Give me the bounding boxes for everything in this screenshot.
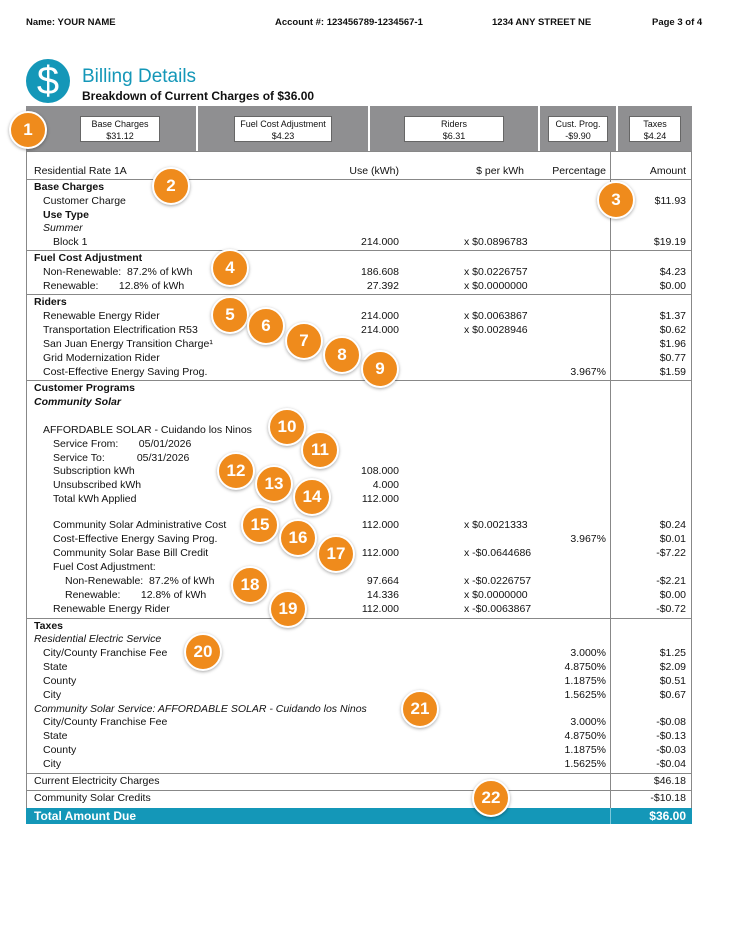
column-header-amount: Amount xyxy=(649,165,686,177)
row-percentage: 4.8750% xyxy=(564,661,606,673)
row-label: Total kWh Applied xyxy=(53,493,137,505)
row-amount: $0.77 xyxy=(659,352,686,364)
row-label: Use Type xyxy=(43,209,89,221)
callout-badge-5: 5 xyxy=(211,296,249,334)
row-amount: $0.00 xyxy=(659,589,686,601)
row-label: Grid Modernization Rider xyxy=(43,352,160,364)
row-percentage: 3.000% xyxy=(570,647,606,659)
row-amount: $0.51 xyxy=(659,675,686,687)
row-amount: $0.67 xyxy=(659,689,686,701)
row-label: Community Solar Administrative Cost xyxy=(53,519,227,531)
total-amount-due-row xyxy=(26,808,692,824)
row-percentage: 3.967% xyxy=(570,533,606,545)
row-percentage: 4.8750% xyxy=(564,730,606,742)
row-use-kwh: 214.000 xyxy=(361,310,399,322)
row-amount: $4.23 xyxy=(659,266,686,278)
row-use-kwh: 27.392 xyxy=(366,280,399,292)
row-label: Block 1 xyxy=(53,236,88,248)
row-label: Service To: 05/31/2026 xyxy=(53,452,190,464)
row-label: AFFORDABLE SOLAR - Cuidando los Ninos xyxy=(43,424,252,436)
row-amount: -$2.21 xyxy=(656,575,686,587)
header-separator xyxy=(26,179,692,180)
row-label: Cost-Effective Energy Saving Prog. xyxy=(43,366,208,378)
row-label: Service From: 05/01/2026 xyxy=(53,438,192,450)
callout-badge-9: 9 xyxy=(361,350,399,388)
account-number: Account #: 123456789-1234567-1 xyxy=(275,17,423,28)
callout-badge-3: 3 xyxy=(597,181,635,219)
page-subtitle: Breakdown of Current Charges of $36.00 xyxy=(82,89,315,103)
row-label: Residential Electric Service xyxy=(34,633,162,645)
total-label: Total Amount Due xyxy=(34,809,136,823)
row-percentage: 1.5625% xyxy=(564,689,606,701)
callout-badge-10: 10 xyxy=(268,408,306,446)
row-amount: -$10.18 xyxy=(650,792,686,804)
row-per-kwh: x $0.0021333 xyxy=(464,519,528,531)
row-label: Renewable Energy Rider xyxy=(53,603,170,615)
column-header-percentage: Percentage xyxy=(552,165,606,177)
total-amount: $36.00 xyxy=(649,809,686,823)
row-per-kwh: x -$0.0226757 xyxy=(464,575,532,587)
callout-badge-4: 4 xyxy=(211,249,249,287)
page-title: Billing Details xyxy=(82,66,197,87)
row-use-kwh: 4.000 xyxy=(372,479,399,491)
section-separator xyxy=(26,773,692,774)
callout-badge-2: 2 xyxy=(152,167,190,205)
row-percentage: 1.1875% xyxy=(564,744,606,756)
row-use-kwh: 108.000 xyxy=(361,465,399,477)
row-per-kwh: x $0.0063867 xyxy=(464,310,528,322)
callout-badge-21: 21 xyxy=(401,690,439,728)
row-label: Unsubscribed kWh xyxy=(53,479,142,491)
row-per-kwh: x $0.0000000 xyxy=(464,280,528,292)
callout-badge-19: 19 xyxy=(269,590,307,628)
row-label: Transportation Electrification R53 xyxy=(43,324,198,336)
summary-bar-fuel xyxy=(198,106,368,151)
row-percentage: 3.000% xyxy=(570,716,606,728)
row-label: Base Charges xyxy=(34,181,105,193)
callout-badge-22: 22 xyxy=(472,779,510,817)
callout-badge-1: 1 xyxy=(9,111,47,149)
row-label: City xyxy=(43,758,62,770)
row-amount: $1.96 xyxy=(659,338,686,350)
row-use-kwh: 186.608 xyxy=(361,266,399,278)
section-separator xyxy=(26,294,692,295)
section-separator xyxy=(26,380,692,381)
column-header-per-kwh: $ per kWh xyxy=(476,165,524,177)
row-label: Summer xyxy=(43,222,83,234)
column-header-rate: Residential Rate 1A xyxy=(34,165,127,177)
row-label: Current Electricity Charges xyxy=(34,775,160,787)
callout-badge-20: 20 xyxy=(184,633,222,671)
summary-bar-taxes xyxy=(618,106,692,151)
callout-badge-8: 8 xyxy=(323,336,361,374)
row-amount: $11.93 xyxy=(654,195,686,207)
row-amount: $1.37 xyxy=(659,310,686,322)
row-amount: $19.19 xyxy=(653,236,686,248)
row-label: State xyxy=(43,730,68,742)
row-label: County xyxy=(43,675,77,687)
summary-bar-cust-prog xyxy=(540,106,616,151)
row-per-kwh: x $0.0000000 xyxy=(464,589,528,601)
summary-bar-base xyxy=(26,106,196,151)
row-label: Taxes xyxy=(34,620,63,632)
row-use-kwh: 112.000 xyxy=(361,603,399,615)
row-per-kwh: x $0.0028946 xyxy=(464,324,528,336)
row-amount: $2.09 xyxy=(659,661,686,673)
row-label: State xyxy=(43,661,68,673)
row-label: County xyxy=(43,744,77,756)
row-percentage: 3.967% xyxy=(570,366,606,378)
row-percentage: 1.1875% xyxy=(564,675,606,687)
callout-badge-12: 12 xyxy=(217,452,255,490)
row-label: Non-Renewable: 87.2% of kWh xyxy=(43,266,193,278)
dollar-icon: $ xyxy=(26,59,70,103)
row-label: Cost-Effective Energy Saving Prog. xyxy=(53,533,218,545)
row-per-kwh: x -$0.0644686 xyxy=(464,547,532,559)
row-per-kwh: x -$0.0063867 xyxy=(464,603,532,615)
summary-fuel-cost: Fuel Cost Adjustment $4.23 xyxy=(234,116,332,142)
row-amount: $0.24 xyxy=(659,519,686,531)
row-percentage: 1.5625% xyxy=(564,758,606,770)
summary-cust-prog: Cust. Prog. -$9.90 xyxy=(548,116,608,142)
row-amount: -$0.08 xyxy=(656,716,686,728)
row-label: San Juan Energy Transition Charge¹ xyxy=(43,338,213,350)
summary-base-charges: Base Charges $31.12 xyxy=(80,116,160,142)
row-label: Fuel Cost Adjustment xyxy=(34,252,143,264)
callout-badge-6: 6 xyxy=(247,307,285,345)
row-label: Fuel Cost Adjustment: xyxy=(53,561,156,573)
row-amount: -$0.04 xyxy=(656,758,686,770)
summary-riders: Riders $6.31 xyxy=(404,116,504,142)
row-amount: -$0.03 xyxy=(656,744,686,756)
callout-badge-16: 16 xyxy=(279,519,317,557)
row-label: Community Solar xyxy=(34,396,121,408)
row-amount: -$0.13 xyxy=(656,730,686,742)
row-per-kwh: x $0.0226757 xyxy=(464,266,528,278)
row-amount: $1.59 xyxy=(659,366,686,378)
row-use-kwh: 97.664 xyxy=(366,575,399,587)
row-label: Customer Charge xyxy=(43,195,126,207)
total-divider xyxy=(610,808,611,824)
row-label: Community Solar Base Bill Credit xyxy=(53,547,209,559)
row-label: Renewable: 12.8% of kWh xyxy=(65,589,207,601)
row-use-kwh: 214.000 xyxy=(361,324,399,336)
summary-bar-riders xyxy=(370,106,538,151)
column-header-use: Use (kWh) xyxy=(349,165,399,177)
row-label: Community Solar Credits xyxy=(34,792,151,804)
row-label: Community Solar Service: AFFORDABLE SOLAR - Cuidando los Ninos xyxy=(34,703,367,715)
row-use-kwh: 112.000 xyxy=(361,519,399,531)
row-use-kwh: 214.000 xyxy=(361,236,399,248)
row-amount: $46.18 xyxy=(653,775,686,787)
row-label: Riders xyxy=(34,296,67,308)
row-amount: -$0.72 xyxy=(656,603,686,615)
row-amount: $0.00 xyxy=(659,280,686,292)
row-use-kwh: 14.336 xyxy=(366,589,399,601)
row-use-kwh: 112.000 xyxy=(361,493,399,505)
callout-badge-11: 11 xyxy=(301,431,339,469)
callout-badge-13: 13 xyxy=(255,465,293,503)
page-number: Page 3 of 4 xyxy=(652,17,703,28)
section-separator xyxy=(26,790,692,791)
row-label: Non-Renewable: 87.2% of kWh xyxy=(65,575,215,587)
customer-name: Name: YOUR NAME xyxy=(26,17,116,28)
row-amount: $1.25 xyxy=(659,647,686,659)
callout-badge-14: 14 xyxy=(293,478,331,516)
row-label: Renewable Energy Rider xyxy=(43,310,160,322)
row-label: City/County Franchise Fee xyxy=(43,647,168,659)
callout-badge-7: 7 xyxy=(285,322,323,360)
row-per-kwh: x $0.0896783 xyxy=(464,236,528,248)
row-use-kwh: 112.000 xyxy=(361,547,399,559)
row-label: Customer Programs xyxy=(34,382,135,394)
row-label: Renewable: 12.8% of kWh xyxy=(43,280,185,292)
service-address: 1234 ANY STREET NE xyxy=(492,17,592,28)
row-label: Subscription kWh xyxy=(53,465,135,477)
callout-badge-18: 18 xyxy=(231,566,269,604)
callout-badge-17: 17 xyxy=(317,535,355,573)
row-amount: $0.01 xyxy=(659,533,686,545)
row-amount: $0.62 xyxy=(659,324,686,336)
row-amount: -$7.22 xyxy=(656,547,686,559)
summary-taxes: Taxes $4.24 xyxy=(629,116,681,142)
section-separator xyxy=(26,618,692,619)
callout-badge-15: 15 xyxy=(241,506,279,544)
row-label: City xyxy=(43,689,62,701)
row-label: City/County Franchise Fee xyxy=(43,716,168,728)
section-separator xyxy=(26,250,692,251)
